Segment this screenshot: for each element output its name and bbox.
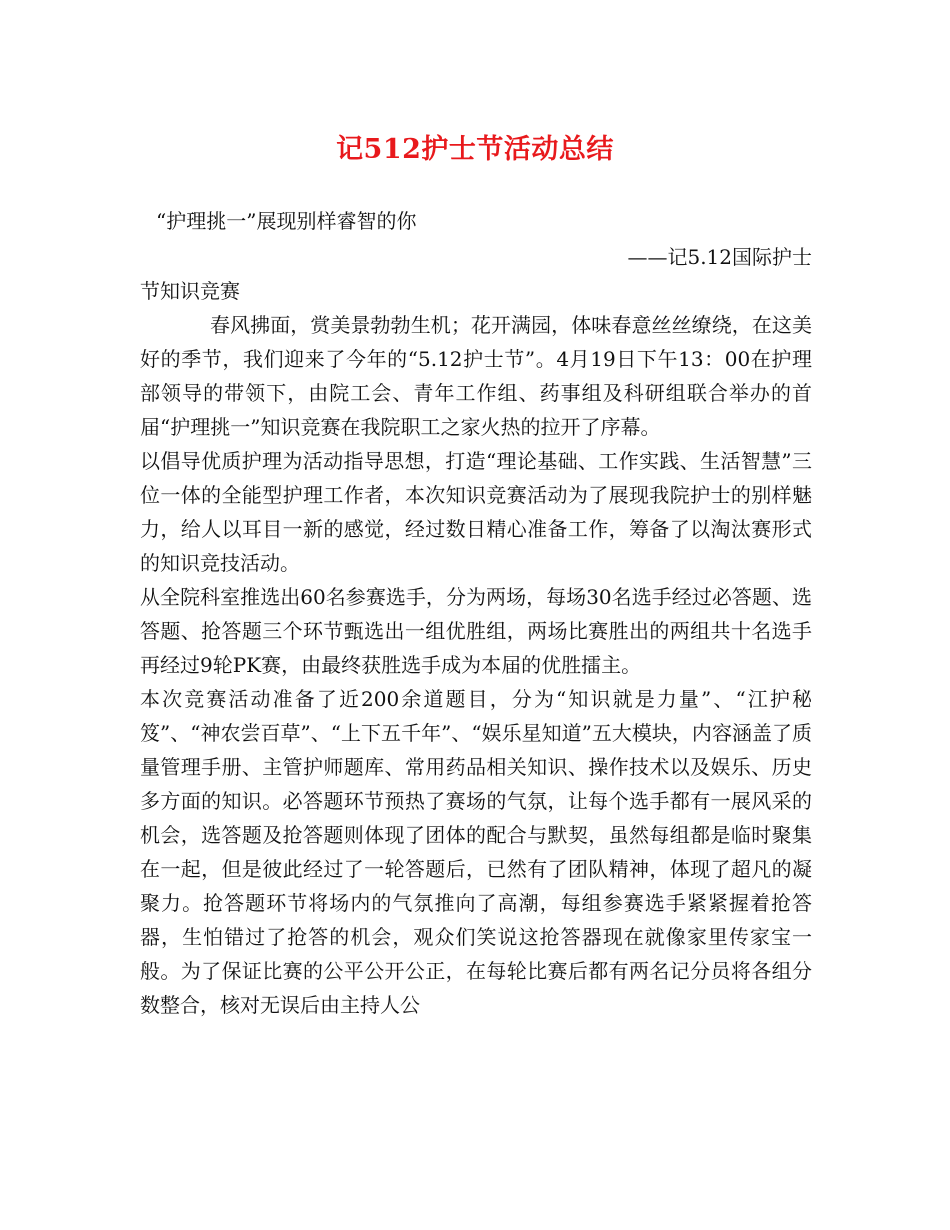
attribution-line-2: 节知识竞赛	[140, 279, 240, 303]
document-title: 记512护士节活动总结	[336, 134, 614, 165]
paragraph-format: 从全院科室推选出60名参赛选手，分为两场，每场30名选手经过必答题、选答题、抢答题三个环节甄选出一组优胜组，两场比赛胜出的两组共十名选手再经过9轮PK赛，由最终获胜选手成为本届的优胜擂主。	[140, 585, 812, 677]
subtitle-attribution	[140, 240, 812, 308]
paragraph-details: 本次竞赛活动准备了近200余道题目，分为“知识就是力量”、“江护秘笈”、“神农尝百草”、“上下五千年”、“娱乐星知道”五大模块，内容涵盖了质量管理手册、主管护师题库、常用药品相关知识、操作技术以及娱乐、历史多方面的知识。必答题环节预热了赛场的气氛，让每个选手都有一展风采的机会，选答题及抢答题则体现了团体的配合与默契，虽然每组都是临时聚集在一起，但是彼此经过了一轮答题后，已然有了团队精神，体现了超凡的凝聚力。抢答题环节将场内的气氛推向了高潮，每组参赛选手紧紧握着抢答器，生怕错过了抢答的机会，观众们笑说这抢答器现在就像家里传家宝一般。为了保证比赛的公平公开公正，在每轮比赛后都有两名记分员将各组分数整合，核对无误后由主持人公	[140, 687, 812, 1017]
attribution-line-1: ——记5.12国际护士	[627, 245, 812, 269]
document-subtitle: “护理挑一”展现别样睿智的你	[156, 209, 417, 233]
paragraph-purpose: 以倡导优质护理为活动指导思想，打造“理论基础、工作实践、生活智慧”三位一体的全能型护理工作者，本次知识竞赛活动为了展现我院护士的别样魅力，给人以耳目一新的感觉，经过数日精心准备工作，筹备了以淘汰赛形式的知识竞技活动。	[140, 449, 812, 575]
document-body	[140, 308, 812, 1022]
paragraph-intro: 春风拂面，赏美景勃勃生机；花开满园，体味春意丝丝缭绕，在这美好的季节，我们迎来了今年的“5.12护士节”。4月19日下午13：00在护理部领导的带领下，由院工会、青年工作组、药事组及科研组联合举办的首届“护理挑一”知识竞赛在我院职工之家火热的拉开了序幕。	[140, 313, 812, 439]
